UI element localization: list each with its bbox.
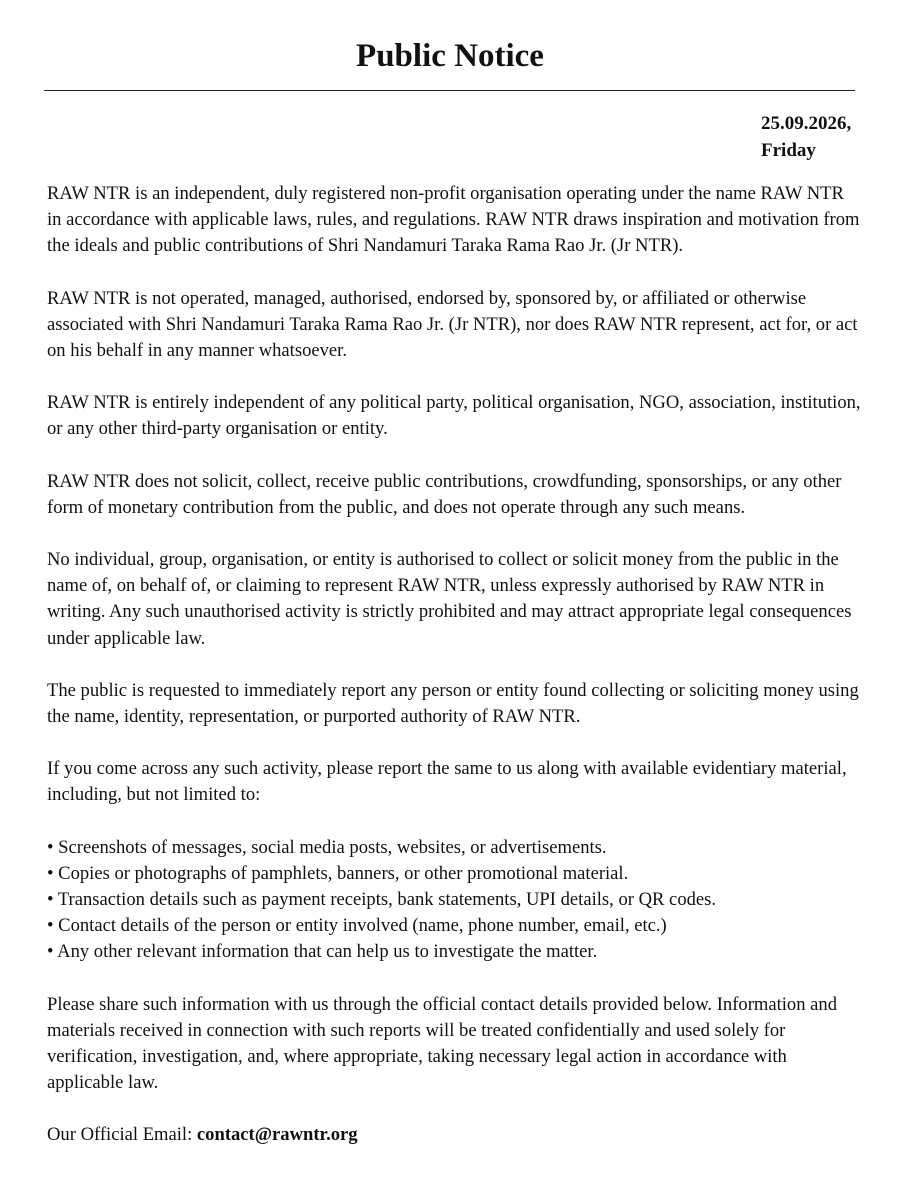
paragraph-closing: Please share such information with us through the official contact details provided below. Information and materials received in connection with such reports will be treated confidentially and used solely for verification, investigation, and, where appropriate, taking necessary legal action in accordance with applicable law.: [47, 993, 838, 1094]
notice-body: [47, 181, 862, 1175]
paragraph-registration: RAW NTR is an independent, duly registered non-profit organisation operating under the name RAW NTR in accordance with applicable laws, rules, and regulations. RAW NTR draws inspiration and motivation from the ideals and public contributions of Shri Nandamuri Taraka Rama Rao Jr. (Jr NTR).: [47, 183, 860, 257]
list-item: • Transaction details such as payment receipts, bank statements, UPI details, or QR codes.: [47, 887, 862, 913]
title-divider: [44, 90, 855, 91]
list-item: • Copies or photographs of pamphlets, banners, or other promotional material.: [47, 861, 862, 887]
paragraph-no-contributions: RAW NTR does not solicit, collect, receive public contributions, crowdfunding, sponsorships, or any other form of monetary contribution from the public, and does not operate through any such means.: [47, 470, 842, 518]
list-item: • Screenshots of messages, social media posts, websites, or advertisements.: [47, 835, 862, 861]
paragraph-independence: RAW NTR is entirely independent of any political party, political organisation, NGO, association, institution, or any other third-party organisation or entity.: [47, 392, 861, 440]
list-item: • Contact details of the person or entity involved (name, phone number, email, etc.): [47, 913, 862, 939]
official-email-line: [47, 1122, 862, 1148]
paragraph-no-affiliation: RAW NTR is not operated, managed, authorised, endorsed by, sponsored by, or affiliated or otherwise associated with Shri Nandamuri Taraka Rama Rao Jr. (Jr NTR), nor does RAW NTR represent, act for, or act on his behalf in any manner whatsoever.: [47, 287, 858, 362]
paragraph-report-request: The public is requested to immediately report any person or entity found collecting or soliciting money using the name, identity, representation, or purported authority of RAW NTR.: [47, 679, 859, 728]
list-item: • Any other relevant information that can help us to investigate the matter.: [47, 939, 862, 965]
paragraph-no-authorisation: No individual, group, organisation, or entity is authorised to collect or solicit money from the public in the name of, on behalf of, or claiming to represent RAW NTR, unless expressly authorised by RAW NTR in writing. Any such unauthorised activity is strictly prohibited and may attract appropriate legal consequences under applicable law.: [47, 549, 852, 649]
email-label: Our Official Email:: [47, 1124, 193, 1146]
notice-date: [761, 110, 851, 164]
paragraph-evidence-intro: If you come across any such activity, please report the same to us along with available evidentiary material, including, but not limited to:: [47, 758, 847, 806]
email-address: contact@rawntr.org: [196, 1124, 358, 1146]
date-weekday: Friday: [761, 140, 816, 161]
evidence-list: [47, 835, 862, 966]
page-title: Public Notice: [356, 38, 544, 74]
date-value: 25.09.2026,: [761, 113, 852, 134]
